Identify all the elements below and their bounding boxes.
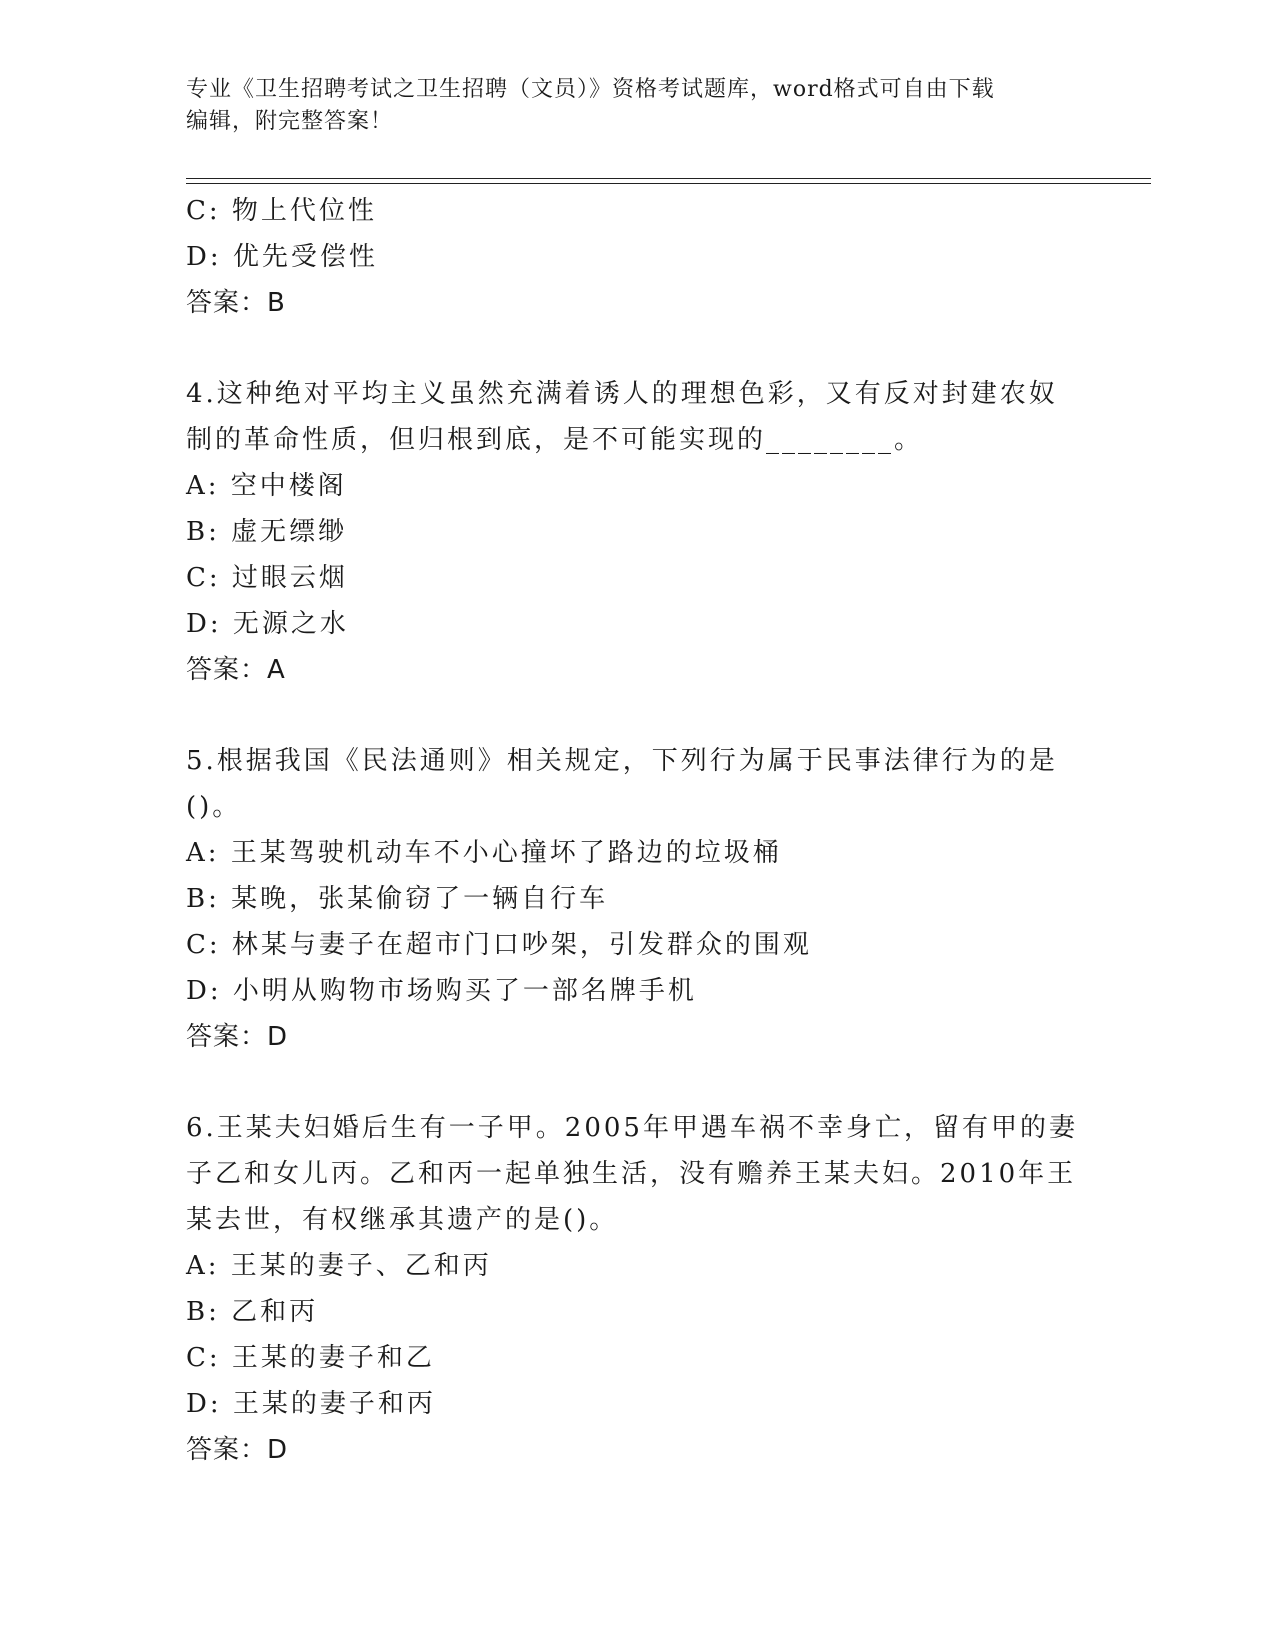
option-c: C: 王某的妻子和乙 — [186, 1343, 435, 1373]
question-stem: 制的革命性质，但归根到底，是不可能实现的________。 — [186, 425, 924, 455]
option-a: A: 空中楼阁 — [186, 471, 347, 501]
header-rule-top — [186, 178, 1151, 179]
option-d: D: 优先受偿性 — [186, 242, 378, 272]
question-stem: 5.根据我国《民法通则》相关规定，下列行为属于民事法律行为的是 — [186, 746, 1058, 776]
answer-line: 答案：D — [186, 1435, 289, 1465]
question-4 — [186, 371, 1086, 693]
spacer — [186, 1060, 1086, 1105]
option-c: C: 过眼云烟 — [186, 563, 348, 593]
option-a: A: 王某驾驶机动车不小心撞坏了路边的垃圾桶 — [186, 838, 782, 868]
option-b: B: 虚无缥缈 — [186, 517, 348, 547]
option-c: C: 林某与妻子在超市门口吵架，引发群众的围观 — [186, 930, 812, 960]
question-3-tail — [186, 188, 1086, 326]
option-a: A: 王某的妻子、乙和丙 — [186, 1251, 492, 1281]
answer-line: 答案：A — [186, 655, 286, 685]
option-b: B: 某晚，张某偷窃了一辆自行车 — [186, 884, 609, 914]
question-stem: 子乙和女儿丙。乙和丙一起单独生活，没有赡养王某夫妇。2010年王 — [186, 1159, 1077, 1189]
question-stem: 6.王某夫妇婚后生有一子甲。2005年甲遇车祸不幸身亡，留有甲的妻 — [186, 1113, 1078, 1143]
answer-line: 答案：D — [186, 1022, 289, 1052]
spacer — [186, 326, 1086, 371]
header-line-1: 专业《卫生招聘考试之卫生招聘（文员）》资格考试题库，word格式可自由下载 — [186, 77, 995, 102]
spacer — [186, 693, 1086, 738]
question-5 — [186, 738, 1086, 1060]
option-d: D: 小明从购物市场购买了一部名牌手机 — [186, 976, 697, 1006]
question-6 — [186, 1105, 1086, 1473]
answer-line: 答案：B — [186, 288, 286, 318]
option-b: B: 乙和丙 — [186, 1297, 319, 1327]
option-d: D: 无源之水 — [186, 609, 349, 639]
question-stem: 某去世，有权继承其遗产的是()。 — [186, 1205, 619, 1235]
option-d: D: 王某的妻子和丙 — [186, 1389, 436, 1419]
question-stem: ()。 — [186, 792, 242, 822]
option-c: C: 物上代位性 — [186, 196, 377, 226]
document-body — [186, 188, 1086, 1473]
question-stem: 4.这种绝对平均主义虽然充满着诱人的理想色彩，又有反对封建农奴 — [186, 379, 1058, 409]
header-line-2: 编辑，附完整答案！ — [186, 109, 394, 134]
document-header — [186, 74, 1086, 138]
header-rule-bottom — [186, 183, 1151, 184]
